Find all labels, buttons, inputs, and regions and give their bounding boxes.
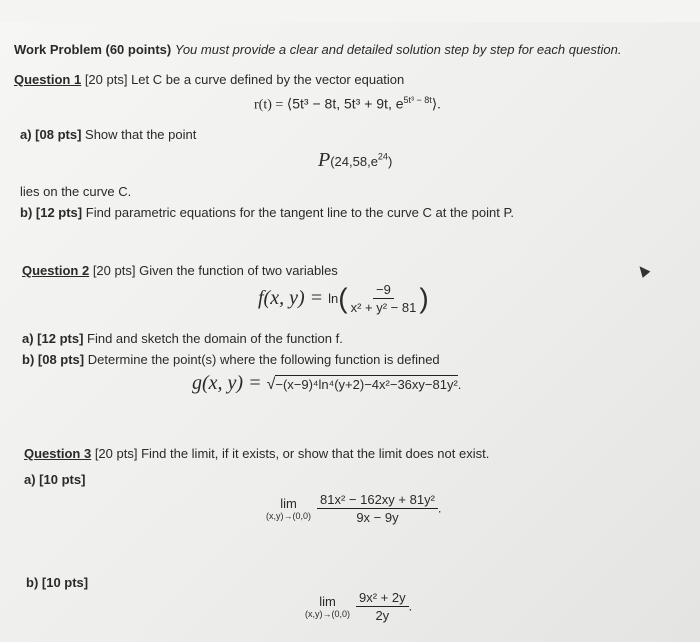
header-line [14, 42, 621, 57]
q3b-lim-word: lim [319, 594, 336, 609]
q2a-text: Find and sketch the domain of the function f. [87, 331, 343, 346]
mouse-pointer-icon [636, 263, 651, 278]
header-instructions: You must provide a clear and detailed solution step by step for each question. [174, 42, 622, 57]
q3-pts: [20 pts] [94, 446, 138, 461]
q1-eq-lhs: r(t) = ⟨ [254, 97, 293, 113]
q2-g-period: . [457, 377, 462, 392]
q3a-fraction [317, 492, 438, 525]
q2-label: Question 2 [22, 263, 90, 278]
q1-eq-exp: 5t³ − 8t [403, 95, 432, 105]
q2-f-paren-close: ) [419, 282, 429, 314]
q2-stem: Given the function of two variables [139, 263, 338, 278]
q2-g-lhs: g(x, y) = [192, 372, 267, 394]
q3a-num: 81x² − 162xy + 81y² [317, 492, 438, 509]
q2-f-num: −9 [373, 282, 394, 299]
q2b-line [22, 352, 440, 367]
q1-vector-equation [254, 95, 441, 114]
q1-point [318, 149, 392, 172]
q3a-lim-sub: (x,y)→(0,0) [266, 511, 311, 521]
q1b-label: b) [12 pts] [20, 205, 83, 220]
q1-point-name: P [318, 149, 331, 171]
q1-label: Question 1 [14, 72, 82, 87]
q3b-limit [305, 590, 412, 623]
q2-f-definition [258, 282, 429, 315]
q3b-fraction [356, 590, 409, 623]
q1-point-coords: (24,58,e [330, 154, 378, 169]
q3a-period: . [437, 500, 442, 516]
q1-eq-body: 5t³ − 8t, 5t³ + 9t, e [292, 95, 404, 112]
q2-f-lhs: f(x, y) = [258, 287, 329, 309]
q3b-lim-block [305, 594, 350, 619]
q1-stem-line [14, 72, 404, 87]
q3-stem: Find the limit, if it exists, or show that the limit does not exist. [141, 446, 490, 461]
q1-point-close: ) [387, 154, 393, 169]
q2-pts: [20 pts] [92, 263, 136, 278]
q3a-lim-word: lim [280, 496, 297, 511]
q3a-den: 9x − 9y [356, 510, 399, 525]
q2-stem-line [22, 263, 338, 278]
q1a-line [20, 127, 196, 142]
q1-point-exp: 24 [377, 151, 388, 162]
q3a-limit [266, 492, 442, 525]
q1a-text: Show that the point [85, 127, 197, 142]
q3b-lim-sub: (x,y)→(0,0) [305, 609, 350, 619]
q3a-label: a) [10 pts] [24, 472, 86, 487]
q2a-label: a) [12 pts] [22, 331, 84, 346]
q2b-label: b) [08 pts] [22, 352, 85, 367]
q2a-line [22, 331, 343, 346]
q2-g-radicand: −(x−9)⁴ln⁴(y+2)−4x²−36xy−81y² [275, 377, 458, 392]
q1-eq-rhs: ⟩. [431, 97, 441, 113]
q3-stem-line [24, 446, 489, 461]
q1b-line [20, 205, 514, 220]
header-title: Work Problem (60 points) [14, 42, 172, 57]
q3-label: Question 3 [24, 446, 92, 461]
q2-f-fraction [348, 282, 420, 315]
q1a-continuation: lies on the curve C. [20, 184, 132, 199]
q1b-text: Find parametric equations for the tangent line to the curve C at the point P. [85, 205, 515, 220]
q1-pts: [20 pts] [84, 72, 128, 87]
q2-f-paren-open: ( [338, 282, 348, 314]
q1a-label: a) [08 pts] [20, 127, 82, 142]
q3a-lim-block [266, 496, 311, 521]
q3b-num: 9x² + 2y [356, 590, 409, 607]
q2b-text: Determine the point(s) where the following function is defined [87, 352, 440, 367]
q3b-label: b) [10 pts] [26, 575, 89, 590]
q1-stem: Let C be a curve defined by the vector equation [131, 72, 405, 87]
q3b-period: . [408, 598, 413, 614]
q2-g-radical-sign: √ [266, 376, 276, 393]
q2-f-ln: ln [328, 291, 339, 306]
q2-g-definition [192, 372, 461, 395]
q3b-den: 2y [375, 608, 390, 623]
q2-f-den: x² + y² − 81 [350, 300, 417, 315]
